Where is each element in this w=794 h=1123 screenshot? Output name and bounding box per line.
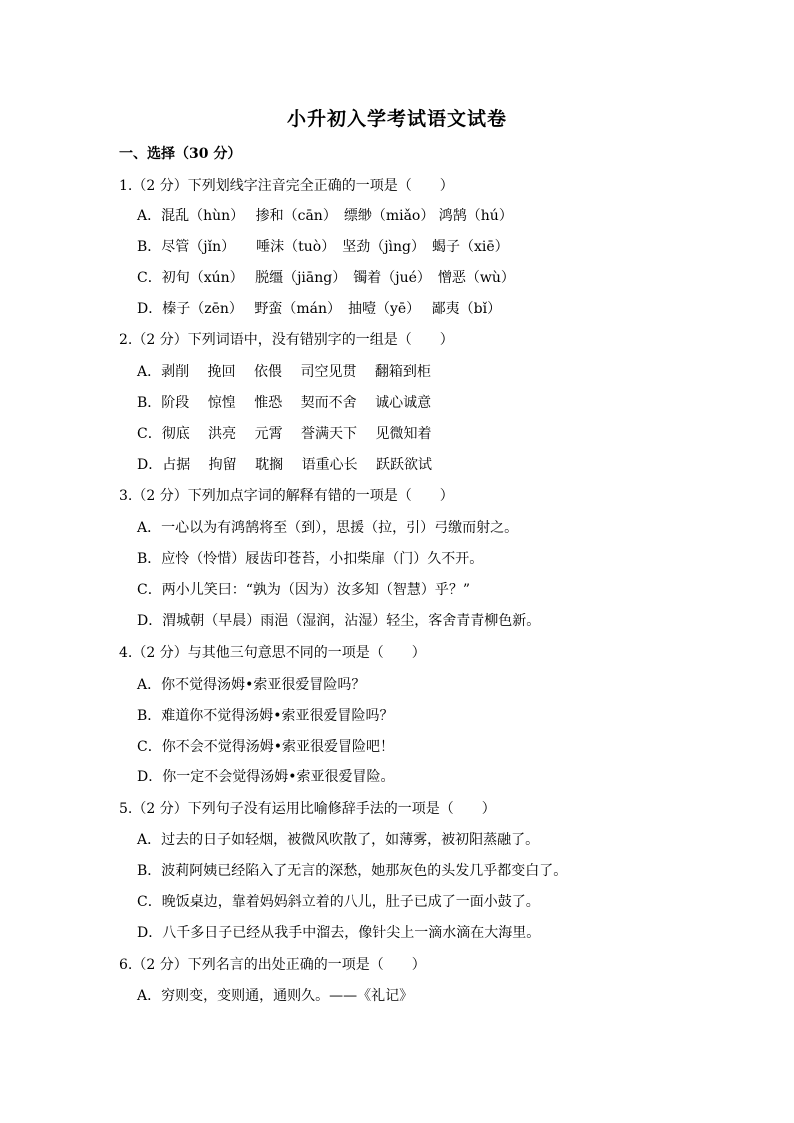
question-2-option-d: D．占据 拘留 耽搁 语重心长 跃跃欲试 — [137, 457, 433, 473]
question-1-option-b: B．尽管（jǐn） 唾沫（tuò） 坚劲（jìng） 蝎子（xiē） — [137, 239, 509, 255]
question-3-option-a: A．一心以为有鸿鹄将至（到），思援（拉，引）弓缴而射之。 — [137, 520, 519, 536]
question-1-option-d: D．榛子（zēn） 野蛮（mán） 抽噎（yē） 鄙夷（bǐ） — [137, 301, 502, 317]
question-3-option-c: C．两小儿笑曰：“孰为（因为）汝多知（智慧）乎？” — [137, 582, 471, 598]
question-1-stem: 1.（2 分）下列划线字注音完全正确的一项是（ ） — [119, 178, 454, 194]
question-2-stem: 2.（2 分）下列词语中，没有错别字的一组是（ ） — [119, 332, 454, 348]
question-1-option-c: C．初旬（xún） 脱缰（jiāng） 镯着（jué） 憎恶（wù） — [137, 270, 515, 286]
question-1-option-a: A．混乱（hùn） 掺和（cān） 缥缈（miǎo） 鸿鹄（hú） — [137, 208, 513, 224]
exam-title: 小升初入学考试语文试卷 — [286, 108, 507, 130]
question-4-stem: 4.（2 分）与其他三句意思不同的一项是（ ） — [119, 645, 426, 661]
question-4-option-b: B．难道你不觉得汤姆•索亚很爱冒险吗？ — [137, 708, 394, 724]
question-4-option-a: A．你不觉得汤姆•索亚很爱冒险吗？ — [137, 677, 366, 693]
question-3-option-d: D．渭城朝（早晨）雨浥（湿润，沾湿）轻尘，客舍青青柳色新。 — [137, 613, 541, 629]
question-4-option-c: C．你不会不觉得汤姆•索亚很爱冒险吧！ — [137, 739, 394, 755]
question-5-stem: 5.（2 分）下列句子没有运用比喻修辞手法的一项是（ ） — [119, 801, 496, 817]
question-6-option-a: A．穷则变，变则通，通则久。——《礼记》 — [137, 988, 414, 1004]
question-3-option-b: B．应怜（怜惜）屐齿印苍苔，小扣柴扉（门）久不开。 — [137, 551, 484, 567]
question-2-option-a: A．剥削 挽回 依偎 司空见贯 翻箱到柜 — [137, 364, 431, 380]
section-heading: 一、选择（30 分） — [119, 146, 242, 162]
question-5-option-a: A．过去的日子如轻烟，被微风吹散了，如薄雾，被初阳蒸融了。 — [137, 832, 540, 848]
question-3-stem: 3.（2 分）下列加点字词的解释有错的一项是（ ） — [119, 488, 454, 504]
question-2-option-c: C．彻底 洪亮 元霄 誉满天下 见微知着 — [137, 426, 432, 442]
question-2-option-b: B．阶段 惊惶 惟恐 契而不舍 诚心诚意 — [137, 395, 432, 411]
question-6-stem: 6.（2 分）下列名言的出处正确的一项是（ ） — [119, 957, 426, 973]
question-5-option-d: D．八千多日子已经从我手中溜去，像针尖上一滴水滴在大海里。 — [137, 925, 541, 941]
question-5-option-b: B．波莉阿姨已经陷入了无言的深愁，她那灰色的头发几乎都变白了。 — [137, 863, 568, 879]
question-5-option-c: C．晚饭桌边，靠着妈妈斜立着的八儿，肚子已成了一面小鼓了。 — [137, 894, 540, 910]
question-4-option-d: D．你一定不会觉得汤姆•索亚很爱冒险。 — [137, 769, 395, 785]
